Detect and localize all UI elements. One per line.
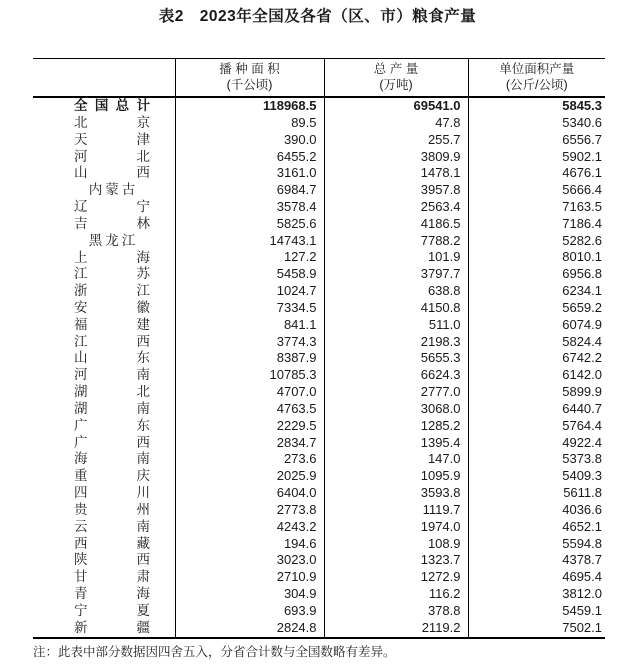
header-unit-yield bbox=[468, 59, 605, 98]
unit-yield-cell: 5764.4 bbox=[468, 418, 605, 435]
total-output-cell: 4186.5 bbox=[324, 216, 468, 233]
region-name: 江 西 bbox=[74, 333, 150, 349]
unit-yield-cell: 5666.4 bbox=[468, 182, 605, 199]
total-output-cell: 4150.8 bbox=[324, 300, 468, 317]
region-name: 重 庆 bbox=[74, 468, 150, 484]
sown-area-cell: 7334.5 bbox=[175, 300, 324, 317]
region-name: 青 海 bbox=[74, 586, 150, 602]
unit-yield-cell: 7186.4 bbox=[468, 216, 605, 233]
table-row bbox=[33, 603, 605, 620]
region-name: 山 西 bbox=[74, 165, 150, 181]
table-row bbox=[33, 418, 605, 435]
unit-yield-cell: 4922.4 bbox=[468, 435, 605, 452]
table-row bbox=[33, 401, 605, 418]
total-output-cell: 1323.7 bbox=[324, 552, 468, 569]
sown-area-cell: 6404.0 bbox=[175, 485, 324, 502]
total-output-cell: 108.9 bbox=[324, 536, 468, 553]
region-name: 江 苏 bbox=[74, 266, 150, 282]
total-output-cell: 1119.7 bbox=[324, 502, 468, 519]
sown-area-cell: 2229.5 bbox=[175, 418, 324, 435]
table-row bbox=[33, 502, 605, 519]
unit-yield-cell: 5340.6 bbox=[468, 115, 605, 132]
region-name-cell bbox=[33, 586, 175, 603]
region-name: 湖 南 bbox=[74, 400, 150, 416]
unit-yield-cell: 3812.0 bbox=[468, 586, 605, 603]
unit-yield-cell: 6440.7 bbox=[468, 401, 605, 418]
region-name-cell bbox=[33, 519, 175, 536]
unit-yield-cell: 4652.1 bbox=[468, 519, 605, 536]
table-row bbox=[33, 317, 605, 334]
region-name: 广 西 bbox=[74, 434, 150, 450]
total-output-cell: 1395.4 bbox=[324, 435, 468, 452]
unit-yield-cell: 5409.3 bbox=[468, 468, 605, 485]
footnote: 注：此表中部分数据因四舍五入，分省合计数与全国数略有差异。 bbox=[33, 644, 396, 659]
unit-yield-cell: 6556.7 bbox=[468, 132, 605, 149]
total-output-cell: 3068.0 bbox=[324, 401, 468, 418]
unit-yield-cell: 5659.2 bbox=[468, 300, 605, 317]
unit-yield-cell: 4695.4 bbox=[468, 569, 605, 586]
region-name: 天 津 bbox=[74, 131, 150, 147]
sown-area-cell: 4707.0 bbox=[175, 384, 324, 401]
total-output-cell: 147.0 bbox=[324, 451, 468, 468]
table-row bbox=[33, 569, 605, 586]
total-output-cell: 1285.2 bbox=[324, 418, 468, 435]
total-output-cell: 116.2 bbox=[324, 586, 468, 603]
sown-area-cell: 3161.0 bbox=[175, 165, 324, 182]
sown-area-cell: 118968.5 bbox=[175, 97, 324, 115]
sown-area-cell: 841.1 bbox=[175, 317, 324, 334]
sown-area-cell: 273.6 bbox=[175, 451, 324, 468]
header-total-output-label: 总 产 量 bbox=[373, 62, 419, 76]
sown-area-cell: 693.9 bbox=[175, 603, 324, 620]
unit-yield-cell: 5899.9 bbox=[468, 384, 605, 401]
sown-area-cell: 2710.9 bbox=[175, 569, 324, 586]
table-body bbox=[33, 97, 605, 638]
header-total-output bbox=[324, 59, 468, 98]
region-name: 上 海 bbox=[74, 249, 150, 265]
unit-yield-cell: 6956.8 bbox=[468, 266, 605, 283]
unit-yield-cell: 5845.3 bbox=[468, 97, 605, 115]
region-name-cell bbox=[33, 418, 175, 435]
region-name-cell bbox=[33, 199, 175, 216]
region-name: 辽 宁 bbox=[74, 199, 150, 215]
region-name-cell bbox=[33, 401, 175, 418]
sown-area-cell: 2773.8 bbox=[175, 502, 324, 519]
table-row bbox=[33, 485, 605, 502]
table-row bbox=[33, 334, 605, 351]
total-output-cell: 2777.0 bbox=[324, 384, 468, 401]
sown-area-cell: 2025.9 bbox=[175, 468, 324, 485]
region-name-cell bbox=[33, 468, 175, 485]
sown-area-cell: 3023.0 bbox=[175, 552, 324, 569]
table-row bbox=[33, 216, 605, 233]
region-name: 全 国 总 计 bbox=[74, 98, 150, 114]
unit-yield-cell: 5459.1 bbox=[468, 603, 605, 620]
header-sown-area-label: 播 种 面 积 bbox=[219, 62, 280, 76]
region-name-cell bbox=[33, 536, 175, 553]
total-output-cell: 1095.9 bbox=[324, 468, 468, 485]
region-name: 四 川 bbox=[74, 485, 150, 501]
region-name: 浙 江 bbox=[74, 283, 150, 299]
total-output-cell: 1272.9 bbox=[324, 569, 468, 586]
total-output-cell: 1974.0 bbox=[324, 519, 468, 536]
sown-area-cell: 5458.9 bbox=[175, 266, 324, 283]
region-name: 北 京 bbox=[74, 114, 150, 130]
region-name-cell bbox=[33, 485, 175, 502]
region-name-cell bbox=[33, 249, 175, 266]
header-sown-area bbox=[175, 59, 324, 98]
table-row bbox=[33, 586, 605, 603]
region-name-cell bbox=[33, 317, 175, 334]
table-row bbox=[33, 384, 605, 401]
unit-yield-cell: 5282.6 bbox=[468, 233, 605, 250]
region-name-cell bbox=[33, 569, 175, 586]
sown-area-cell: 6984.7 bbox=[175, 182, 324, 199]
sown-area-cell: 8387.9 bbox=[175, 350, 324, 367]
table-row bbox=[33, 620, 605, 638]
unit-yield-cell: 6234.1 bbox=[468, 283, 605, 300]
table-row bbox=[33, 199, 605, 216]
header-sown-area-unit: (千公顷) bbox=[226, 77, 273, 92]
unit-yield-cell: 6142.0 bbox=[468, 367, 605, 384]
unit-yield-cell: 5611.8 bbox=[468, 485, 605, 502]
table-row bbox=[33, 148, 605, 165]
header-unit-yield-label: 单位面积产量 bbox=[499, 62, 575, 76]
unit-yield-cell: 4378.7 bbox=[468, 552, 605, 569]
sown-area-cell: 304.9 bbox=[175, 586, 324, 603]
total-output-cell: 1478.1 bbox=[324, 165, 468, 182]
sown-area-cell: 2834.7 bbox=[175, 435, 324, 452]
sown-area-cell: 4763.5 bbox=[175, 401, 324, 418]
region-name-cell bbox=[33, 115, 175, 132]
region-name: 河 北 bbox=[74, 148, 150, 164]
table-row bbox=[33, 367, 605, 384]
total-output-cell: 3797.7 bbox=[324, 266, 468, 283]
table-row bbox=[33, 233, 605, 250]
total-output-cell: 6624.3 bbox=[324, 367, 468, 384]
table-row bbox=[33, 350, 605, 367]
region-name: 西 藏 bbox=[74, 535, 150, 551]
region-name: 广 东 bbox=[74, 417, 150, 433]
region-name-cell bbox=[33, 165, 175, 182]
total-output-cell: 69541.0 bbox=[324, 97, 468, 115]
region-name-cell bbox=[33, 620, 175, 638]
region-name: 山 东 bbox=[74, 350, 150, 366]
region-name-cell bbox=[33, 384, 175, 401]
region-name: 云 南 bbox=[74, 518, 150, 534]
region-name-cell bbox=[33, 334, 175, 351]
unit-yield-cell: 5373.8 bbox=[468, 451, 605, 468]
total-output-cell: 2119.2 bbox=[324, 620, 468, 638]
table-row bbox=[33, 249, 605, 266]
sown-area-cell: 6455.2 bbox=[175, 148, 324, 165]
table-row bbox=[33, 115, 605, 132]
sown-area-cell: 2824.8 bbox=[175, 620, 324, 638]
table-header bbox=[33, 59, 605, 98]
unit-yield-cell: 5594.8 bbox=[468, 536, 605, 553]
region-name-cell bbox=[33, 233, 175, 250]
region-name: 宁 夏 bbox=[74, 602, 150, 618]
sown-area-cell: 3578.4 bbox=[175, 199, 324, 216]
region-name-cell bbox=[33, 283, 175, 300]
total-output-cell: 255.7 bbox=[324, 132, 468, 149]
region-name: 河 南 bbox=[74, 367, 150, 383]
region-name: 甘 肃 bbox=[74, 569, 150, 585]
table-row bbox=[33, 300, 605, 317]
region-name-cell bbox=[33, 451, 175, 468]
table-row bbox=[33, 519, 605, 536]
total-output-cell: 2198.3 bbox=[324, 334, 468, 351]
region-name: 海 南 bbox=[74, 451, 150, 467]
total-output-cell: 47.8 bbox=[324, 115, 468, 132]
header-unit-yield-unit: (公斤/公顷) bbox=[505, 77, 568, 92]
region-name-cell bbox=[33, 300, 175, 317]
region-name-cell bbox=[33, 132, 175, 149]
region-name-cell bbox=[33, 502, 175, 519]
region-name: 吉 林 bbox=[74, 215, 150, 231]
unit-yield-cell: 6742.2 bbox=[468, 350, 605, 367]
region-name: 湖 北 bbox=[74, 384, 150, 400]
region-name-cell bbox=[33, 435, 175, 452]
table-row bbox=[33, 165, 605, 182]
region-name: 内 蒙 古 bbox=[88, 182, 136, 198]
sown-area-cell: 390.0 bbox=[175, 132, 324, 149]
table-row bbox=[33, 132, 605, 149]
unit-yield-cell: 5824.4 bbox=[468, 334, 605, 351]
total-output-cell: 378.8 bbox=[324, 603, 468, 620]
region-name-cell bbox=[33, 350, 175, 367]
region-name: 黑 龙 江 bbox=[88, 232, 136, 248]
table-row bbox=[33, 283, 605, 300]
region-name: 福 建 bbox=[74, 316, 150, 332]
region-name: 陕 西 bbox=[74, 552, 150, 568]
table-row bbox=[33, 182, 605, 199]
region-name-cell bbox=[33, 216, 175, 233]
unit-yield-cell: 8010.1 bbox=[468, 249, 605, 266]
region-name-cell bbox=[33, 266, 175, 283]
table-row bbox=[33, 266, 605, 283]
total-output-cell: 638.8 bbox=[324, 283, 468, 300]
table-row bbox=[33, 552, 605, 569]
sown-area-cell: 127.2 bbox=[175, 249, 324, 266]
total-output-cell: 3957.8 bbox=[324, 182, 468, 199]
table-row bbox=[33, 468, 605, 485]
sown-area-cell: 4243.2 bbox=[175, 519, 324, 536]
table-row bbox=[33, 97, 605, 115]
sown-area-cell: 1024.7 bbox=[175, 283, 324, 300]
unit-yield-cell: 7163.5 bbox=[468, 199, 605, 216]
total-output-cell: 511.0 bbox=[324, 317, 468, 334]
header-total-output-unit: (万吨) bbox=[379, 77, 413, 92]
unit-yield-cell: 4676.1 bbox=[468, 165, 605, 182]
sown-area-cell: 5825.6 bbox=[175, 216, 324, 233]
table-row bbox=[33, 451, 605, 468]
region-name-cell bbox=[33, 148, 175, 165]
header-region-blank bbox=[33, 59, 175, 98]
unit-yield-cell: 7502.1 bbox=[468, 620, 605, 638]
sown-area-cell: 14743.1 bbox=[175, 233, 324, 250]
region-name: 安 徽 bbox=[74, 299, 150, 315]
region-name-cell bbox=[33, 603, 175, 620]
total-output-cell: 7788.2 bbox=[324, 233, 468, 250]
total-output-cell: 5655.3 bbox=[324, 350, 468, 367]
total-output-cell: 2563.4 bbox=[324, 199, 468, 216]
sown-area-cell: 89.5 bbox=[175, 115, 324, 132]
region-name-cell bbox=[33, 552, 175, 569]
table-row bbox=[33, 536, 605, 553]
region-name-cell bbox=[33, 97, 175, 115]
total-output-cell: 3593.8 bbox=[324, 485, 468, 502]
sown-area-cell: 194.6 bbox=[175, 536, 324, 553]
page-title: 表2 2023年全国及各省（区、市）粮食产量 bbox=[158, 8, 477, 25]
region-name: 新 疆 bbox=[74, 619, 150, 635]
sown-area-cell: 3774.3 bbox=[175, 334, 324, 351]
sown-area-cell: 10785.3 bbox=[175, 367, 324, 384]
grain-production-table bbox=[33, 58, 605, 639]
total-output-cell: 101.9 bbox=[324, 249, 468, 266]
region-name-cell bbox=[33, 182, 175, 199]
table-row bbox=[33, 435, 605, 452]
unit-yield-cell: 4036.6 bbox=[468, 502, 605, 519]
unit-yield-cell: 6074.9 bbox=[468, 317, 605, 334]
unit-yield-cell: 5902.1 bbox=[468, 148, 605, 165]
total-output-cell: 3809.9 bbox=[324, 148, 468, 165]
header-row bbox=[33, 59, 605, 98]
region-name: 贵 州 bbox=[74, 501, 150, 517]
region-name-cell bbox=[33, 367, 175, 384]
